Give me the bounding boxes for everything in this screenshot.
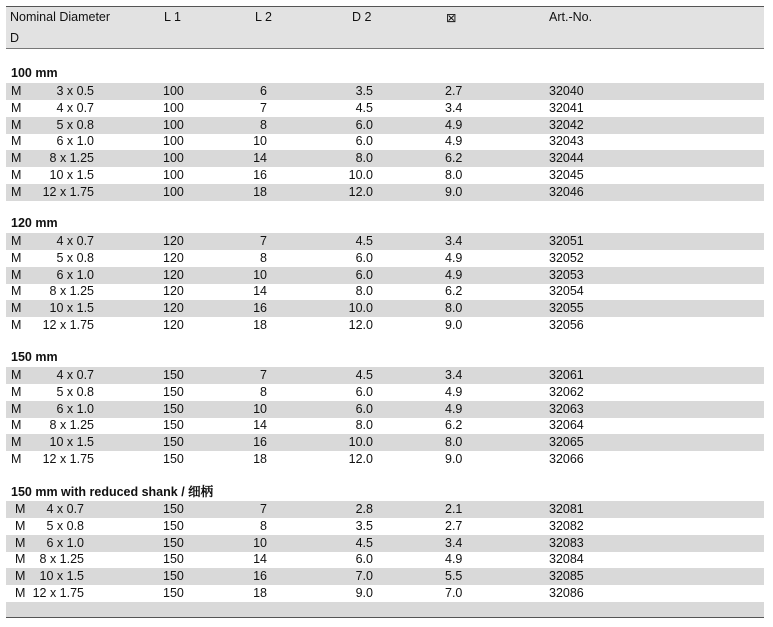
length-l2: 7: [260, 368, 267, 382]
header-square-icon: ⊠: [446, 11, 457, 25]
length-l1: 150: [163, 518, 184, 533]
section-title: 150 mm with reduced shank / 细柄: [11, 485, 214, 499]
square-size: 8.0: [445, 168, 463, 182]
thread-size: 10 x 1.5: [39, 569, 84, 584]
section-title: 100 mm: [11, 66, 58, 80]
diameter-d2: 6.0: [355, 117, 373, 132]
length-l2: 8: [260, 117, 267, 132]
square-size: 8.0: [445, 435, 463, 450]
diameter-d2: 6.0: [355, 267, 373, 282]
thread-size: 4 x 0.7: [46, 502, 84, 516]
header-l2: L 2: [255, 10, 272, 24]
square-size: 2.7: [445, 518, 463, 533]
length-l2: 6: [260, 84, 267, 98]
article-number: 32086: [549, 586, 584, 600]
length-l1: 120: [163, 267, 184, 282]
thread-size: 8 x 1.25: [49, 284, 94, 299]
table-row: [6, 535, 764, 552]
thread-prefix: M: [11, 84, 22, 98]
thread-size: 6 x 1.0: [46, 535, 84, 550]
section-title: 120 mm: [11, 216, 58, 230]
table-row: [6, 184, 764, 201]
thread-size: 12 x 1.75: [42, 318, 94, 332]
thread-prefix: M: [11, 168, 22, 182]
thread-size: 10 x 1.5: [49, 435, 94, 450]
table-row: [6, 384, 764, 401]
length-l2: 7: [260, 502, 267, 516]
diameter-d2: 9.0: [355, 586, 373, 600]
thread-prefix: M: [11, 134, 22, 149]
table-row: [6, 518, 764, 535]
thread-prefix: M: [15, 502, 26, 516]
length-l2: 16: [253, 569, 267, 584]
article-number: 32046: [549, 184, 584, 199]
table-row: [6, 568, 764, 585]
table-row: [6, 133, 764, 150]
length-l1: 120: [163, 250, 184, 265]
diameter-d2: 3.5: [355, 518, 373, 533]
square-size: 4.9: [445, 384, 463, 399]
table-row: [6, 585, 764, 602]
diameter-d2: 6.0: [355, 250, 373, 265]
header-l1: L 1: [164, 10, 181, 24]
square-size: 4.9: [445, 250, 463, 265]
thread-prefix: M: [11, 368, 22, 382]
article-number: 32043: [549, 134, 584, 149]
diameter-d2: 4.5: [355, 535, 373, 550]
thread-size: 10 x 1.5: [49, 168, 94, 182]
square-size: 4.9: [445, 401, 463, 416]
length-l2: 14: [253, 151, 267, 166]
diameter-d2: 6.0: [355, 384, 373, 399]
square-size: 4.9: [445, 552, 463, 567]
diameter-d2: 12.0: [348, 184, 373, 199]
square-size: 6.2: [445, 418, 463, 433]
square-size: 4.9: [445, 134, 463, 149]
thread-prefix: M: [11, 250, 22, 265]
header-art-no: Art.-No.: [549, 10, 593, 24]
length-l1: 120: [163, 284, 184, 299]
thread-prefix: M: [11, 435, 22, 450]
thread-prefix: M: [11, 301, 22, 316]
length-l1: 100: [163, 100, 184, 115]
article-number: 32052: [549, 250, 584, 265]
thread-prefix: M: [11, 318, 22, 332]
thread-size: 12 x 1.75: [32, 586, 84, 600]
table-header: [6, 7, 764, 49]
length-l2: 16: [253, 301, 267, 316]
thread-size: 5 x 0.8: [56, 117, 94, 132]
length-l1: 150: [163, 502, 184, 516]
square-size: 9.0: [445, 452, 463, 466]
thread-size: 12 x 1.75: [42, 452, 94, 466]
article-number: 32061: [549, 368, 584, 382]
article-number: 32081: [549, 502, 584, 516]
length-l1: 100: [163, 168, 184, 182]
length-l2: 10: [253, 401, 267, 416]
thread-size: 10 x 1.5: [49, 301, 94, 316]
header-nominal-diameter: Nominal Diameter: [10, 10, 111, 24]
table-row: [6, 283, 764, 300]
length-l1: 120: [163, 318, 184, 332]
table-row: [6, 501, 764, 518]
diameter-d2: 8.0: [355, 284, 373, 299]
table-row: [6, 451, 764, 468]
article-number: 32054: [549, 284, 584, 299]
diameter-d2: 10.0: [348, 168, 373, 182]
length-l2: 18: [253, 452, 267, 466]
table-row: [6, 100, 764, 117]
article-number: 32066: [549, 452, 584, 466]
thread-prefix: M: [15, 552, 26, 567]
length-l1: 150: [163, 586, 184, 600]
table-row: [6, 267, 764, 284]
thread-size: 5 x 0.8: [56, 250, 94, 265]
article-number: 32055: [549, 301, 584, 316]
thread-prefix: M: [11, 151, 22, 166]
square-size: 3.4: [445, 100, 463, 115]
length-l2: 14: [253, 418, 267, 433]
thread-prefix: M: [11, 401, 22, 416]
table-row: [6, 150, 764, 167]
length-l1: 100: [163, 151, 184, 166]
thread-size: 6 x 1.0: [56, 134, 94, 149]
length-l2: 10: [253, 535, 267, 550]
table-row: [6, 401, 764, 418]
thread-prefix: M: [11, 234, 22, 248]
article-number: 32064: [549, 418, 584, 433]
diameter-d2: 4.5: [355, 368, 373, 382]
article-number: 32084: [549, 552, 584, 567]
table-row: [6, 83, 764, 100]
thread-size: 3 x 0.5: [56, 84, 94, 98]
table-row: [6, 250, 764, 267]
thread-prefix: M: [11, 267, 22, 282]
diameter-d2: 6.0: [355, 552, 373, 567]
diameter-d2: 7.0: [355, 569, 373, 584]
diameter-d2: 6.0: [355, 134, 373, 149]
length-l1: 150: [163, 435, 184, 450]
thread-size: 4 x 0.7: [56, 234, 94, 248]
section-title: 150 mm: [11, 350, 58, 364]
table-row: [6, 417, 764, 434]
square-size: 5.5: [445, 569, 463, 584]
article-number: 32053: [549, 267, 584, 282]
header-d2: D 2: [352, 10, 372, 24]
square-size: 4.9: [445, 117, 463, 132]
length-l2: 14: [253, 552, 267, 567]
article-number: 32042: [549, 117, 584, 132]
length-l1: 150: [163, 569, 184, 584]
diameter-d2: 12.0: [348, 452, 373, 466]
length-l1: 100: [163, 84, 184, 98]
diameter-d2: 4.5: [355, 100, 373, 115]
thread-size: 8 x 1.25: [49, 418, 94, 433]
diameter-d2: 8.0: [355, 151, 373, 166]
article-number: 32041: [549, 100, 584, 115]
thread-prefix: M: [11, 184, 22, 199]
thread-prefix: M: [15, 586, 26, 600]
length-l1: 120: [163, 234, 184, 248]
square-size: 3.4: [445, 535, 463, 550]
square-size: 8.0: [445, 301, 463, 316]
article-number: 32083: [549, 535, 584, 550]
diameter-d2: 10.0: [348, 435, 373, 450]
length-l1: 150: [163, 401, 184, 416]
thread-size: 8 x 1.25: [39, 552, 84, 567]
article-number: 32040: [549, 84, 584, 98]
length-l1: 150: [163, 452, 184, 466]
square-size: 6.2: [445, 284, 463, 299]
article-number: 32085: [549, 569, 584, 584]
length-l2: 16: [253, 168, 267, 182]
table-row: [6, 300, 764, 317]
header-nominal-diameter-symbol: D: [10, 31, 20, 45]
thread-prefix: M: [15, 569, 26, 584]
length-l1: 100: [163, 134, 184, 149]
thread-size: 6 x 1.0: [56, 267, 94, 282]
length-l2: 7: [260, 234, 267, 248]
length-l2: 10: [253, 267, 267, 282]
article-number: 32056: [549, 318, 584, 332]
thread-prefix: M: [11, 284, 22, 299]
diameter-d2: 8.0: [355, 418, 373, 433]
thread-prefix: M: [11, 418, 22, 433]
table-row: [6, 233, 764, 250]
length-l2: 18: [253, 318, 267, 332]
length-l1: 150: [163, 384, 184, 399]
square-size: 7.0: [445, 586, 463, 600]
article-number: 32045: [549, 168, 584, 182]
thread-prefix: M: [11, 100, 22, 115]
article-number: 32065: [549, 435, 584, 450]
length-l2: 14: [253, 284, 267, 299]
square-size: 6.2: [445, 151, 463, 166]
article-number: 32051: [549, 234, 584, 248]
length-l2: 8: [260, 250, 267, 265]
length-l2: 7: [260, 100, 267, 115]
length-l2: 8: [260, 518, 267, 533]
table-row: [6, 317, 764, 334]
table-bottom-bar: [6, 602, 764, 618]
length-l1: 150: [163, 535, 184, 550]
table-row: [6, 367, 764, 384]
diameter-d2: 12.0: [348, 318, 373, 332]
thread-prefix: M: [11, 452, 22, 466]
length-l2: 18: [253, 586, 267, 600]
square-size: 4.9: [445, 267, 463, 282]
diameter-d2: 6.0: [355, 401, 373, 416]
length-l2: 8: [260, 384, 267, 399]
thread-size: 4 x 0.7: [56, 368, 94, 382]
thread-prefix: M: [15, 535, 26, 550]
diameter-d2: 10.0: [348, 301, 373, 316]
thread-size: 12 x 1.75: [42, 184, 94, 199]
thread-size: 5 x 0.8: [46, 518, 84, 533]
article-number: 32044: [549, 151, 584, 166]
square-size: 9.0: [445, 184, 463, 199]
square-size: 3.4: [445, 234, 463, 248]
thread-size: 4 x 0.7: [56, 100, 94, 115]
thread-size: 6 x 1.0: [56, 401, 94, 416]
thread-prefix: M: [11, 384, 22, 399]
square-size: 2.7: [445, 84, 463, 98]
article-number: 32062: [549, 384, 584, 399]
square-size: 3.4: [445, 368, 463, 382]
diameter-d2: 2.8: [355, 502, 373, 516]
thread-size: 8 x 1.25: [49, 151, 94, 166]
article-number: 32063: [549, 401, 584, 416]
thread-prefix: M: [15, 518, 26, 533]
length-l1: 100: [163, 184, 184, 199]
square-size: 9.0: [445, 318, 463, 332]
length-l1: 150: [163, 552, 184, 567]
diameter-d2: 4.5: [355, 234, 373, 248]
square-size: 2.1: [445, 502, 463, 516]
table-row: [6, 167, 764, 184]
thread-prefix: M: [11, 117, 22, 132]
table-row: [6, 434, 764, 451]
length-l1: 120: [163, 301, 184, 316]
table-row: [6, 117, 764, 134]
length-l1: 150: [163, 368, 184, 382]
length-l1: 150: [163, 418, 184, 433]
diameter-d2: 3.5: [355, 84, 373, 98]
thread-size: 5 x 0.8: [56, 384, 94, 399]
length-l2: 18: [253, 184, 267, 199]
length-l1: 100: [163, 117, 184, 132]
article-number: 32082: [549, 518, 584, 533]
table-row: [6, 551, 764, 568]
length-l2: 10: [253, 134, 267, 149]
length-l2: 16: [253, 435, 267, 450]
